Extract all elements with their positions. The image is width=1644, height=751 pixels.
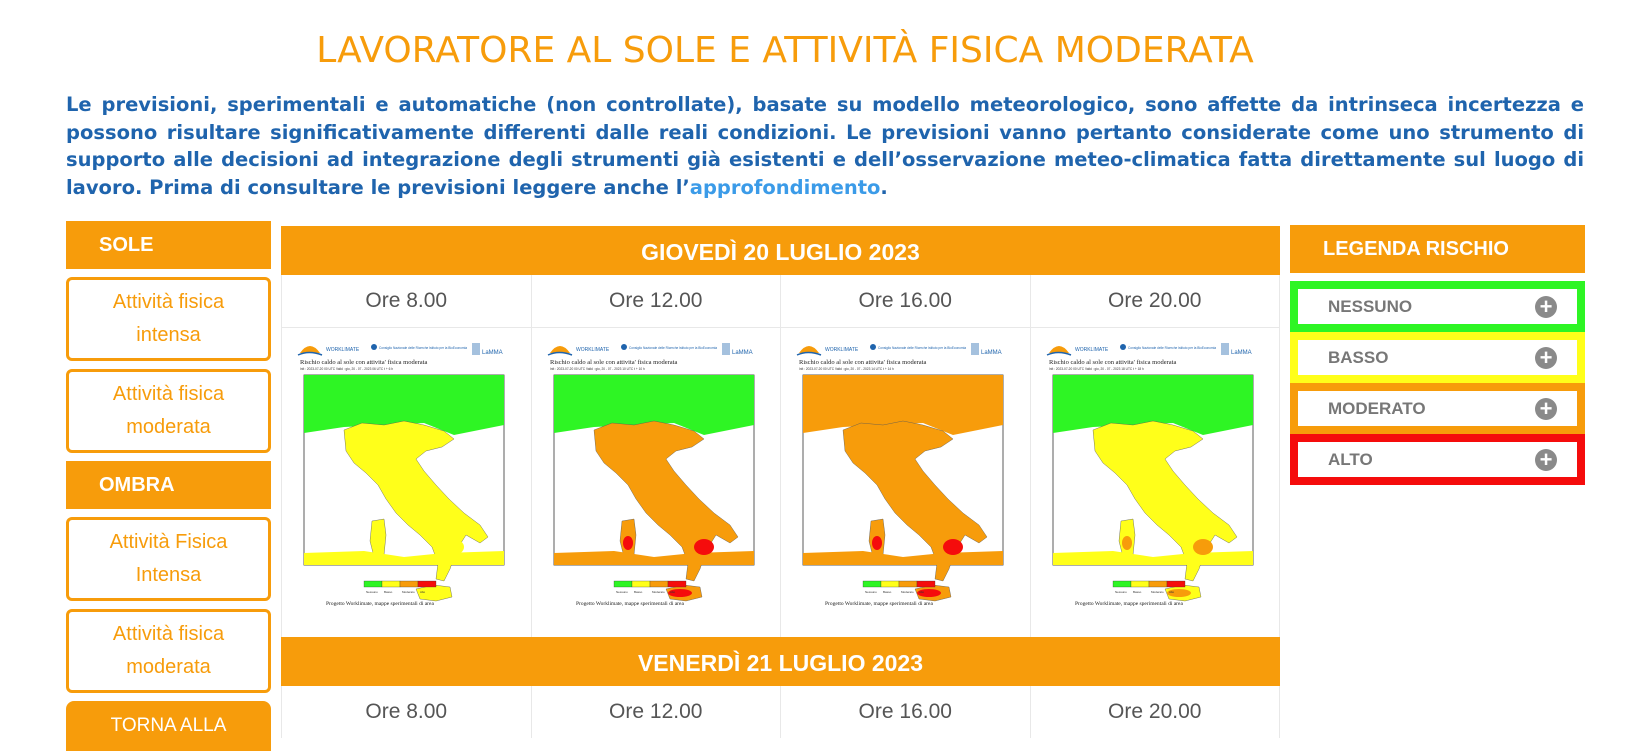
ombra-moderata-button[interactable] bbox=[66, 609, 271, 693]
hour-label: Ore 16.00 bbox=[781, 275, 1031, 327]
hour-label: Ore 8.00 bbox=[281, 686, 532, 738]
lamma-label: LaMMA bbox=[731, 350, 753, 356]
hours-row bbox=[281, 686, 1280, 738]
cnr-icon bbox=[1120, 344, 1126, 350]
ombra-intensa-button[interactable] bbox=[66, 517, 271, 601]
hour-label: Ore 20.00 bbox=[1031, 686, 1281, 738]
plus-icon[interactable]: + bbox=[1535, 347, 1557, 369]
map-legend-swatch bbox=[650, 581, 668, 587]
legend-item-nessuno[interactable] bbox=[1290, 281, 1585, 332]
plus-icon[interactable]: + bbox=[1535, 398, 1557, 420]
plus-icon[interactable]: + bbox=[1535, 449, 1557, 471]
map-info: Init : 2023-07-20 00 UTC Valid : gio, 20 - 07 - 2023 06 UTC t + 6 h bbox=[300, 367, 394, 371]
map-legend-label: Alto bbox=[1168, 590, 1174, 594]
legend-item-alto[interactable] bbox=[1290, 434, 1585, 485]
map-legend-label: Nessuno bbox=[366, 590, 378, 594]
hotspot bbox=[373, 536, 383, 550]
risk-map[interactable] bbox=[544, 337, 769, 629]
map-legend-label: Nessuno bbox=[865, 590, 877, 594]
map-legend-swatch bbox=[364, 581, 382, 587]
cnr-label: Consiglio Nazionale delle Ricerche Istituto per la BioEconomia bbox=[628, 346, 717, 350]
hour-label: Ore 8.00 bbox=[281, 275, 532, 327]
worklimate-label: WORKLIMATE bbox=[825, 347, 859, 353]
hotspot bbox=[1193, 539, 1213, 555]
map-cell bbox=[1031, 327, 1281, 637]
legend-label: BASSO bbox=[1328, 347, 1389, 367]
map-legend-label: Moderato bbox=[901, 590, 914, 594]
map-frame bbox=[554, 375, 754, 601]
map-info: Init : 2023-07-20 00 UTC Valid : gio, 20 - 07 - 2023 18 UTC t + 18 h bbox=[1048, 367, 1144, 371]
worklimate-logo bbox=[1047, 346, 1071, 355]
map-legend-swatch bbox=[899, 581, 917, 587]
ombra-intensa-label: Attività Fisica Intensa bbox=[109, 531, 228, 586]
approfondimento-link[interactable]: approfondimento bbox=[689, 175, 881, 199]
worklimate-label: WORKLIMATE bbox=[575, 347, 609, 353]
map-frame bbox=[304, 375, 504, 601]
lamma-icon bbox=[1221, 343, 1229, 355]
cnr-icon bbox=[371, 344, 377, 350]
lamma-label: LaMMA bbox=[482, 350, 503, 356]
map-legend-swatch bbox=[1149, 581, 1167, 587]
map-footer: Progetto Worklimate, mappe sperimentali di area bbox=[326, 601, 434, 607]
map-legend-swatch bbox=[382, 581, 400, 587]
lamma-icon bbox=[472, 343, 480, 355]
map-legend-label: Moderato bbox=[1150, 590, 1164, 594]
map-legend-label: Alto bbox=[919, 590, 925, 594]
cnr-label: Consiglio Nazionale delle Ricerche Istituto per la BioEconomia bbox=[379, 346, 468, 350]
maps-row bbox=[281, 327, 1280, 637]
lamma-icon bbox=[722, 343, 730, 355]
hour-label: Ore 20.00 bbox=[1031, 275, 1281, 327]
map-legend-label: Nessuno bbox=[615, 590, 628, 594]
map-legend-label: Alto bbox=[420, 590, 426, 594]
legend-header: LEGENDA RISCHIO bbox=[1290, 225, 1585, 273]
map-info: Init : 2023-07-20 00 UTC Valid : gio, 20 - 07 - 2023 14 UTC t + 14 h bbox=[799, 367, 894, 371]
lamma-icon bbox=[971, 343, 979, 355]
sole-intensa-label: Attività fisica intensa bbox=[112, 291, 225, 346]
disclaimer-text: Le previsioni, sperimentali e automatiche (non controllate), basate su modello meteorologico, sono affette da intrinseca incertezza e possono risultare significativamente differenti dalle reali condizioni. Le previsioni vanno pertanto considerate come uno strumento di supporto alle decisioni ad integrazione degli strumenti già esistenti e dell’osservazione meteo-climatica fatta direttamente sul luogo di lavoro. Prima di consultare le previsioni leggere anche l’ bbox=[66, 93, 1584, 199]
cnr-label: Consiglio Nazionale delle Ricerche Istituto per la BioEconomia bbox=[1127, 346, 1216, 350]
worklimate-logo bbox=[298, 346, 322, 355]
map-footer: Progetto Worklimate, mappe sperimentali di area bbox=[575, 601, 684, 607]
map-title: Rischio caldo al sole con attivita' fisica moderata bbox=[799, 359, 927, 366]
map-legend-swatch bbox=[1167, 581, 1185, 587]
hotspot bbox=[1122, 536, 1132, 550]
map-legend-swatch bbox=[418, 581, 436, 587]
back-button[interactable]: TORNA ALLA bbox=[66, 701, 271, 751]
risk-map[interactable] bbox=[294, 337, 519, 629]
cnr-icon bbox=[870, 344, 876, 350]
map-legend-label: Moderato bbox=[402, 590, 415, 594]
hotspot bbox=[943, 539, 963, 555]
hotspot bbox=[872, 536, 882, 550]
sole-intensa-button[interactable] bbox=[66, 277, 271, 361]
map-legend-label: Alto bbox=[669, 590, 675, 594]
map-frame bbox=[1053, 375, 1253, 601]
plus-icon[interactable]: + bbox=[1535, 296, 1557, 318]
sidebar-header-sole: SOLE bbox=[66, 221, 271, 269]
day-header: VENERDÌ 21 LUGLIO 2023 bbox=[281, 637, 1280, 686]
map-legend-swatch bbox=[668, 581, 686, 587]
map-footer: Progetto Worklimate, mappe sperimentali di area bbox=[1074, 601, 1183, 607]
day-header: GIOVEDÌ 20 LUGLIO 2023 bbox=[281, 226, 1280, 275]
sidebar bbox=[66, 221, 271, 751]
risk-map[interactable] bbox=[1043, 337, 1268, 629]
map-info: Init : 2023-07-20 00 UTC Valid : gio, 20 - 07 - 2023 10 UTC t + 10 h bbox=[549, 367, 645, 371]
cnr-label: Consiglio Nazionale delle Ricerche Istituto per la BioEconomia bbox=[878, 346, 967, 350]
cnr-icon bbox=[621, 344, 627, 350]
legend-label: ALTO bbox=[1328, 449, 1373, 469]
disclaimer bbox=[66, 91, 1584, 201]
map-legend-swatch bbox=[632, 581, 650, 587]
sole-moderata-label: Attività fisica moderata bbox=[112, 383, 225, 438]
hotspot bbox=[623, 536, 633, 550]
legend-item-basso[interactable] bbox=[1290, 332, 1585, 383]
map-legend-swatch bbox=[1113, 581, 1131, 587]
map-legend-swatch bbox=[400, 581, 418, 587]
map-legend-swatch bbox=[863, 581, 881, 587]
worklimate-label: WORKLIMATE bbox=[1074, 347, 1108, 353]
map-legend-swatch bbox=[917, 581, 935, 587]
sole-moderata-button[interactable] bbox=[66, 369, 271, 453]
legend-label: MODERATO bbox=[1328, 398, 1426, 418]
disclaimer-end: . bbox=[880, 175, 888, 199]
map-title: Rischio caldo al sole con attivita' fisica moderata bbox=[549, 359, 677, 366]
map-legend-swatch bbox=[881, 581, 899, 587]
hotspot bbox=[444, 539, 464, 555]
worklimate-label: WORKLIMATE bbox=[326, 347, 360, 353]
map-frame bbox=[803, 375, 1003, 601]
map-cell bbox=[281, 327, 532, 637]
map-cell bbox=[781, 327, 1031, 637]
map-legend-label: Basso bbox=[883, 590, 892, 594]
legend-item-moderato[interactable] bbox=[1290, 383, 1585, 434]
map-cell bbox=[532, 327, 782, 637]
hour-label: Ore 12.00 bbox=[532, 275, 782, 327]
hours-row bbox=[281, 275, 1280, 327]
hotspot bbox=[694, 539, 714, 555]
map-title: Rischio caldo al sole con attivita' fisica moderata bbox=[1048, 359, 1176, 366]
hour-label: Ore 16.00 bbox=[781, 686, 1031, 738]
ombra-moderata-label: Attività fisica moderata bbox=[112, 623, 225, 678]
map-legend-label: Moderato bbox=[651, 590, 665, 594]
lamma-label: LaMMA bbox=[1230, 350, 1252, 356]
map-title: Rischio caldo al sole con attivita' fisica moderata bbox=[300, 359, 428, 366]
hour-label: Ore 12.00 bbox=[532, 686, 782, 738]
legend-label: NESSUNO bbox=[1328, 296, 1413, 316]
map-legend-label: Basso bbox=[384, 590, 393, 594]
page-title: LAVORATORE AL SOLE E ATTIVITÀ FISICA MODERATA bbox=[316, 30, 1254, 71]
sidebar-header-ombra: OMBRA bbox=[66, 461, 271, 509]
risk-map[interactable] bbox=[793, 337, 1018, 629]
worklimate-logo bbox=[797, 346, 821, 355]
lamma-label: LaMMA bbox=[981, 350, 1002, 356]
map-legend-label: Basso bbox=[1132, 590, 1141, 594]
map-legend-label: Basso bbox=[633, 590, 642, 594]
map-legend-label: Nessuno bbox=[1114, 590, 1127, 594]
map-legend-swatch bbox=[1131, 581, 1149, 587]
map-legend-swatch bbox=[614, 581, 632, 587]
map-footer: Progetto Worklimate, mappe sperimentali di area bbox=[825, 601, 933, 607]
worklimate-logo bbox=[548, 346, 572, 355]
